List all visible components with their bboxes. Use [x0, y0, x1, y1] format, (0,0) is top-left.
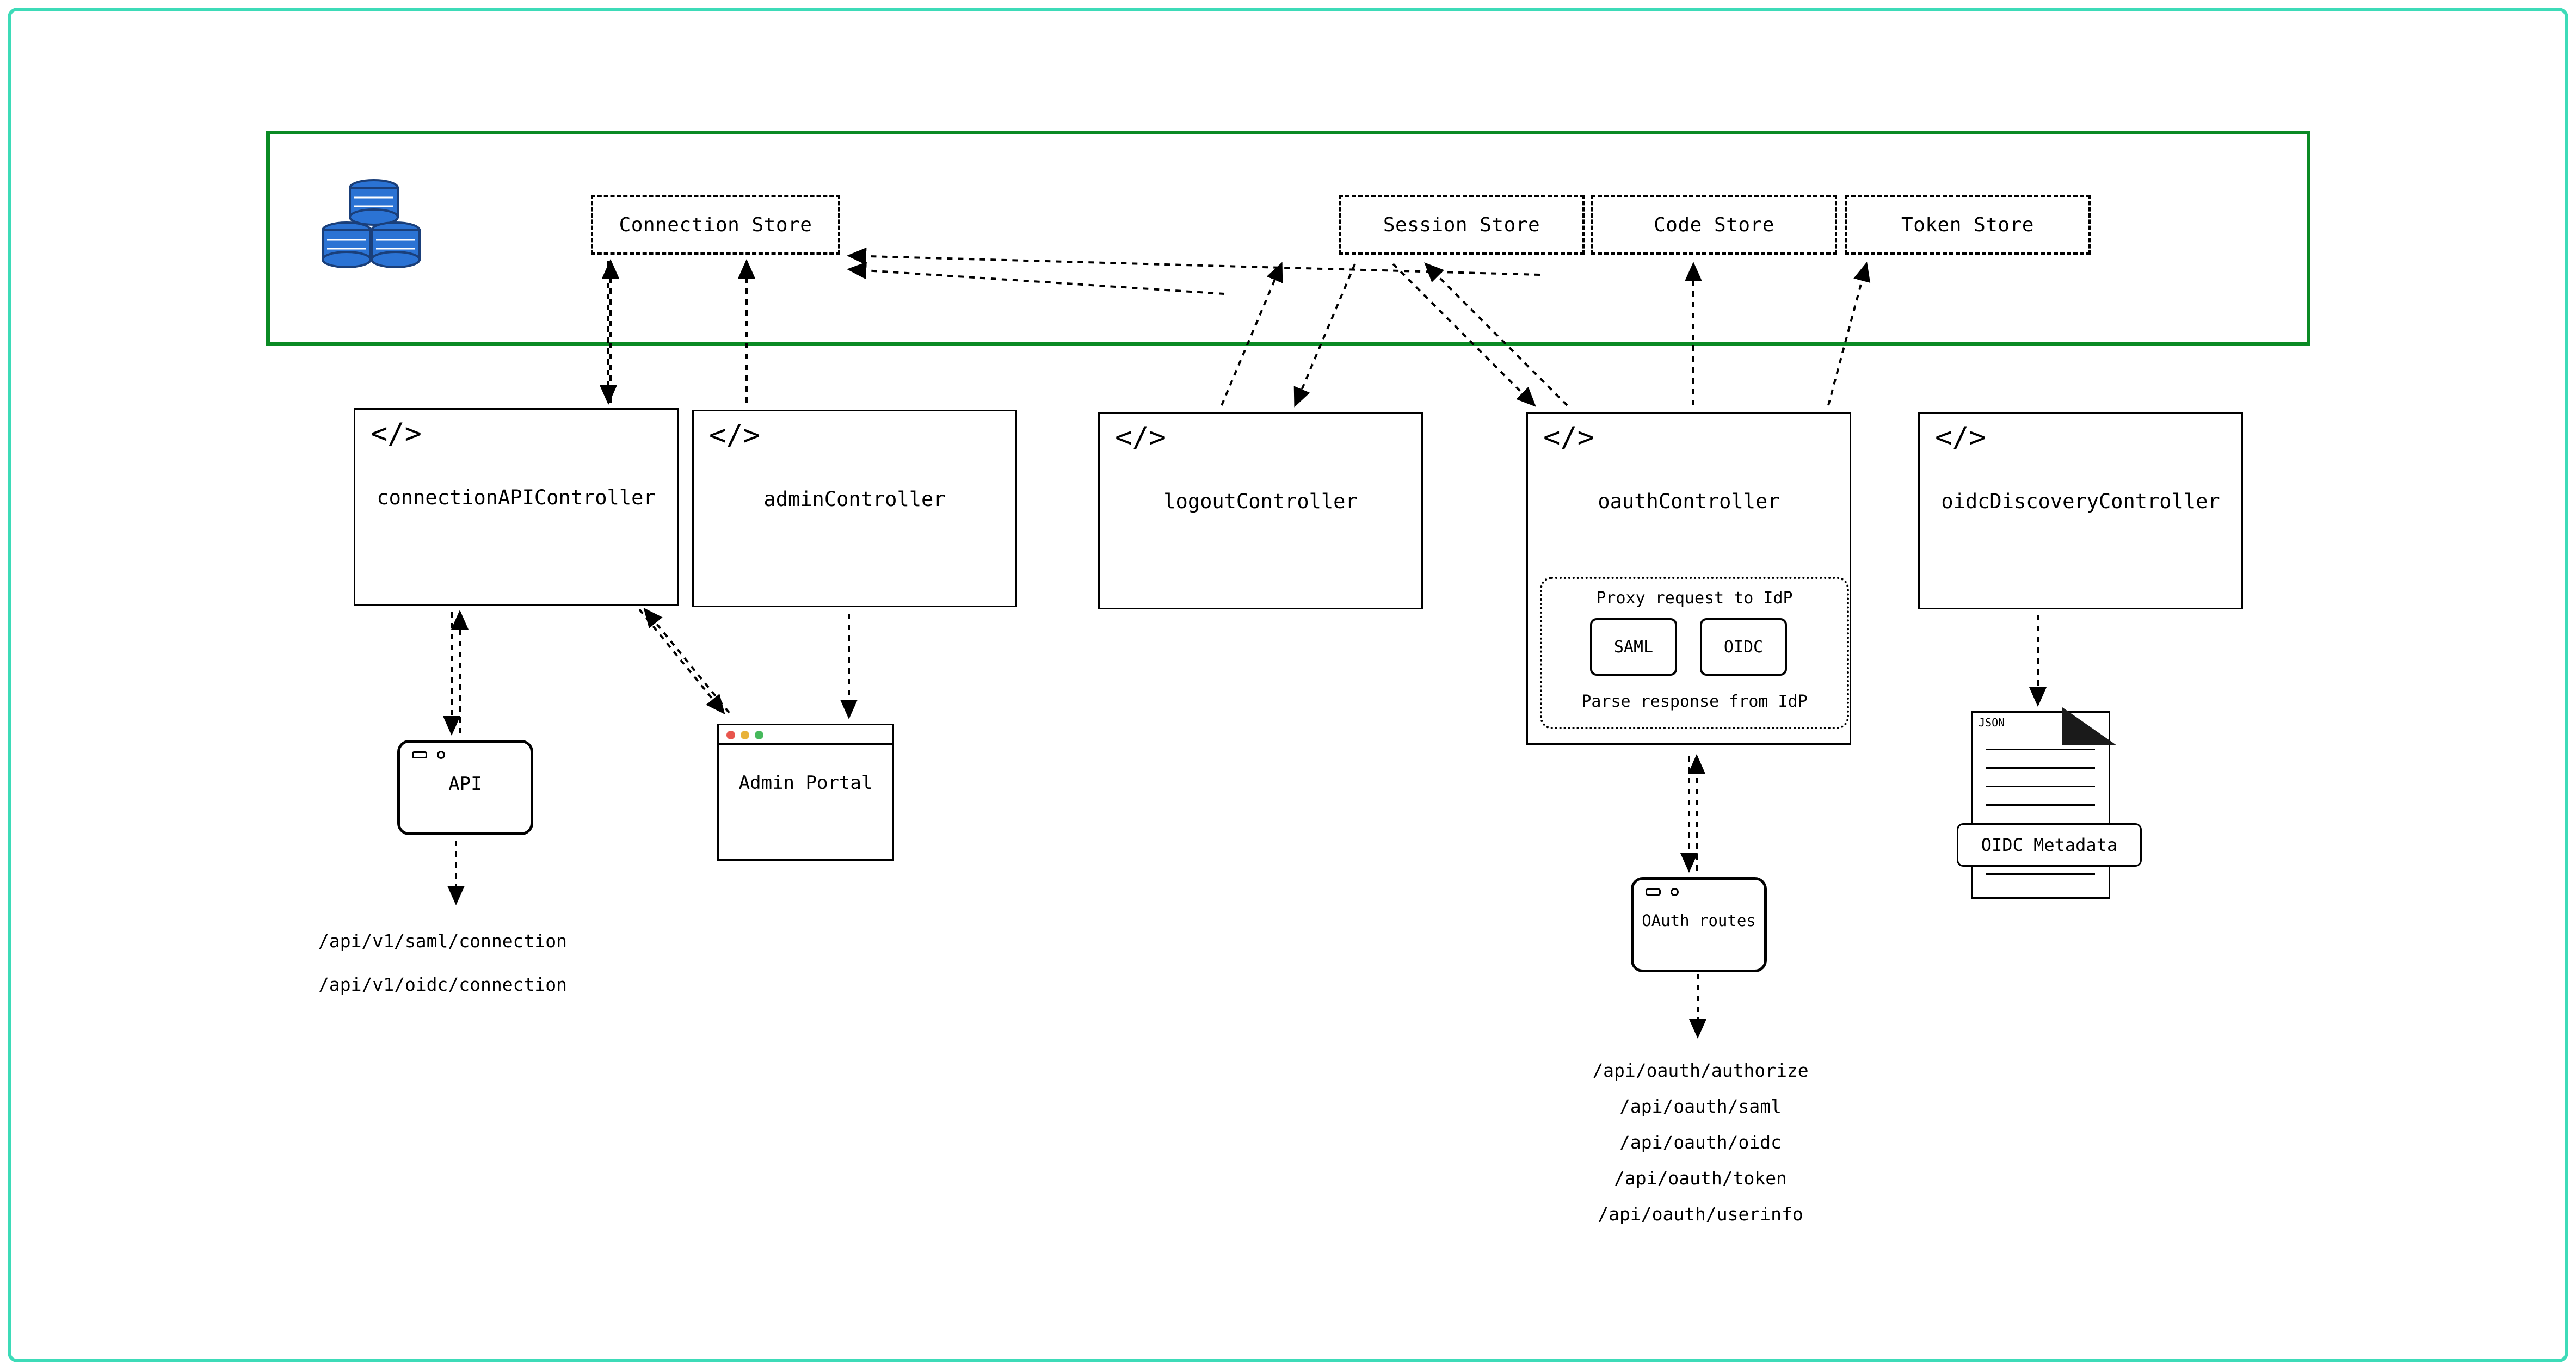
- proxy-chip-oidc[interactable]: [1700, 618, 1787, 676]
- route-item: /api/v1/oidc/connection: [318, 974, 567, 995]
- oauth-routes-device[interactable]: [1631, 877, 1767, 972]
- store-label: Connection Store: [619, 213, 812, 236]
- route-item: /api/oauth/saml: [1619, 1096, 1782, 1117]
- route-item: /api/oauth/authorize: [1592, 1060, 1809, 1081]
- controller-logoutcontroller[interactable]: [1098, 412, 1423, 609]
- browser-titlebar: [719, 725, 892, 745]
- store-connection-store[interactable]: [591, 195, 840, 255]
- proxy-chip-label: SAML: [1613, 637, 1654, 657]
- controller-label: oidcDiscoveryController: [1941, 490, 2220, 513]
- oidc-metadata-pill[interactable]: [1957, 823, 2142, 867]
- store-label: Token Store: [1901, 213, 2034, 236]
- store-code-store[interactable]: [1591, 195, 1837, 255]
- oauth-routes-label: OAuth routes: [1642, 911, 1756, 930]
- code-icon: </>: [371, 417, 422, 450]
- admin-portal-label: Admin Portal: [738, 772, 873, 794]
- controller-label: adminController: [763, 487, 946, 511]
- route-item: /api/oauth/oidc: [1619, 1132, 1782, 1153]
- browser-maximize-dot: [755, 731, 763, 739]
- device-dots: [1646, 888, 1689, 897]
- device-dots: [412, 751, 455, 760]
- browser-close-dot: [726, 731, 735, 739]
- api-device-label: API: [448, 773, 482, 795]
- store-label: Session Store: [1383, 213, 1540, 236]
- controller-connectionapicontroller[interactable]: [354, 408, 679, 606]
- api-device[interactable]: [397, 740, 533, 835]
- code-icon: </>: [1115, 421, 1166, 454]
- proxy-chip-saml[interactable]: [1590, 618, 1677, 676]
- controller-oidcdiscoverycontroller[interactable]: [1918, 412, 2243, 609]
- idp-proxy-group: [1540, 577, 1849, 729]
- controller-label: connectionAPIController: [377, 486, 656, 509]
- doc-fold-icon: [2062, 707, 2128, 756]
- route-item: /api/oauth/userinfo: [1598, 1204, 1803, 1225]
- proxy-bottom-label: Parse response from IdP: [1581, 692, 1808, 711]
- proxy-top-label: Proxy request to IdP: [1596, 589, 1793, 608]
- code-icon: </>: [1543, 421, 1594, 454]
- store-token-store[interactable]: [1845, 195, 2091, 255]
- browser-minimize-dot: [741, 731, 749, 739]
- code-icon: </>: [709, 419, 760, 452]
- controller-label: logoutController: [1163, 490, 1358, 513]
- route-item: /api/oauth/token: [1614, 1168, 1787, 1189]
- route-item: /api/v1/saml/connection: [318, 930, 567, 952]
- proxy-chip-label: OIDC: [1723, 637, 1764, 657]
- controller-admincontroller[interactable]: [692, 410, 1017, 607]
- controller-label: oauthController: [1598, 490, 1780, 513]
- store-session-store[interactable]: [1339, 195, 1585, 255]
- store-label: Code Store: [1654, 213, 1774, 236]
- admin-portal-browser[interactable]: [717, 724, 894, 861]
- oauth-routes-list: [1518, 1053, 1883, 1232]
- doc-kind-label: JSON: [1979, 716, 2005, 729]
- connection-api-routes: [318, 919, 567, 1007]
- code-icon: </>: [1935, 421, 1986, 454]
- oidc-metadata-label: OIDC Metadata: [1981, 835, 2118, 855]
- database-icon: [313, 171, 427, 280]
